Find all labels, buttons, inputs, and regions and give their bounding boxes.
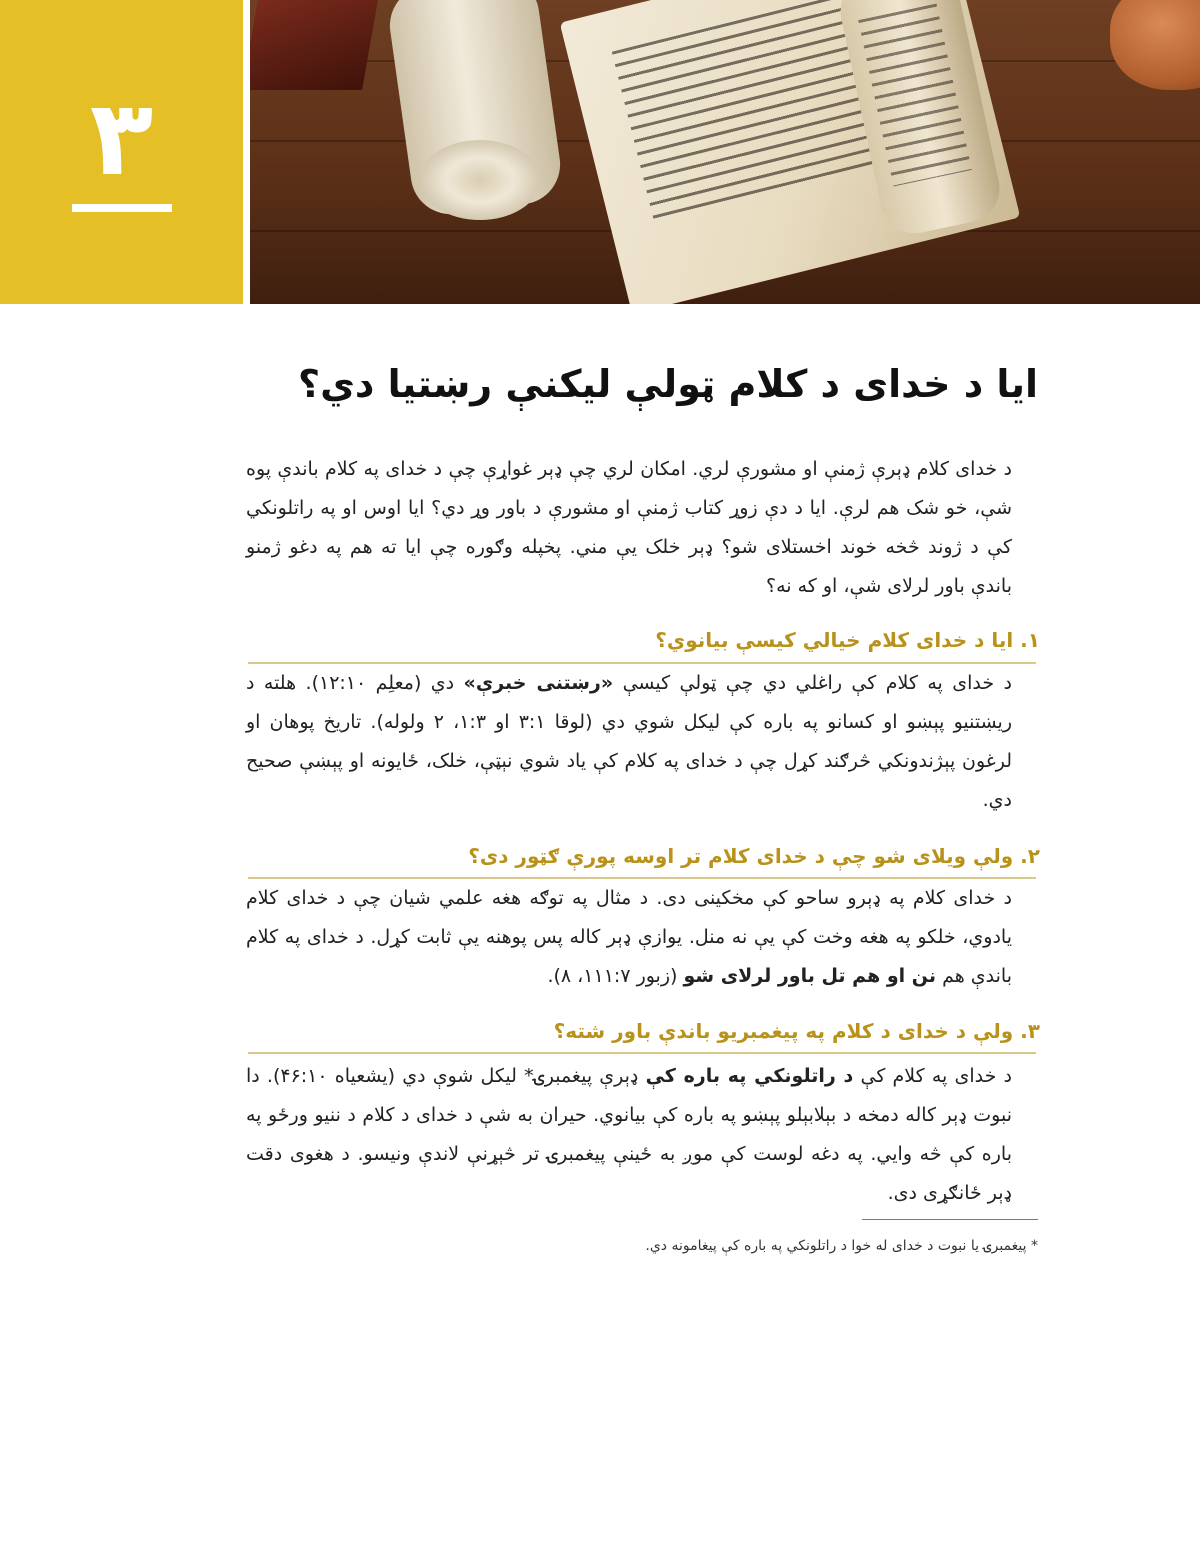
answer-1-paragraph: د خدای په کلام کې راغلي دي چې ټولې کيسې «رښتنی خبرې» دي (معلِم ۱۲:۱۰). هلته د ريښتنيو پېښو او کسانو په باره کې ليکل شوي دي (لوقا ۳:۱ او ۱:۳، ۲ ولوله). تاريخ پوهان او لرغون پېژندونکي څرګند کړل چې د خدای په کلام کې ياد شوي نېټې، خلک، ځايونه او پېښې صحيح دي.	[246, 672, 1013, 811]
intro-paragraph: د خدای کلام ډېرې ژمنې او مشورې لري. امکان لري چې ډېر غواړې چې د خدای په کلام باندې پوه شې، خو شک هم لرې. ايا د دې زوړ کتاب ژمنې او مشورې د باور وړ دي؟ ايا اوس او په راتلونکي کې د ژوند څخه خوند اخستلای شو؟ ډېر خلک يې مني. پخپله وګوره چې ايا ته هم په دغو ژمنو باندې باور لرلای شې، او که نه؟	[246, 458, 1012, 597]
question-2: ٢. ولې ويلای شو چې د خدای کلام تر اوسه پورې ګټور دی؟	[468, 844, 1040, 868]
chapter-number-underline	[72, 204, 172, 212]
chapter-header	[0, 0, 1200, 304]
question-1: ١. ايا د خدای کلام خيالي کيسې بيانوي؟	[655, 628, 1040, 652]
footnote-rule	[862, 1219, 1038, 1220]
page-title: ايا د خدای د کلام ټولې ليکنې رښتيا دي؟	[298, 362, 1038, 406]
answer-2-paragraph: د خدای کلام په ډېرو ساحو کې مخکينی دی. د مثال په توګه هغه علمي شيان چې د خدای کلام يادوي، خلکو په هغه وخت کې يې نه منل. يوازې ډېر کاله پس پوهنه يې ثابت کړل. د خدای په کلام باندې هم نن او هم تل باور لرلای شو (زبور ۱۱۱:۷، ۸).	[246, 887, 1012, 987]
answer-3-paragraph: د خدای په کلام کې د راتلونکي په باره کې ډېرې پيغمبرۍ* ليکل شوې دي (يشعياه ۴۶:۱۰). دا نبوت ډېر کاله دمخه د بېلابېلو پېښو په باره کې بيانوي. حيران به شې د خدای د کلام د ننيو ورځو په باره کې څه وايي. په دغه لوست کې موږ به ځينې پيغمبرۍ تر څېړنې لاندې ونيسو. د هغوی دقت ډېر ځانګړی دی.	[246, 1065, 1012, 1204]
answer-3-emphasis: د راتلونکي په باره کې	[645, 1065, 854, 1087]
question-3-rule	[248, 1052, 1036, 1054]
footnote: * پيغمبرۍ يا نبوت د خدای له خوا د راتلونکي په باره کې پيغامونه دي.	[645, 1238, 1038, 1254]
chapter-number-box	[0, 0, 243, 304]
chapter-number: ٣	[89, 77, 154, 199]
answer-1-emphasis: «رښتنی خبرې»	[463, 672, 614, 694]
question-3: ٣. ولې د خدای د کلام په پيغمبريو باندې باور شته؟	[553, 1019, 1040, 1043]
scrolls-photo	[250, 0, 1200, 304]
answer-2-emphasis: نن او هم تل باور لرلای شو	[683, 965, 937, 987]
